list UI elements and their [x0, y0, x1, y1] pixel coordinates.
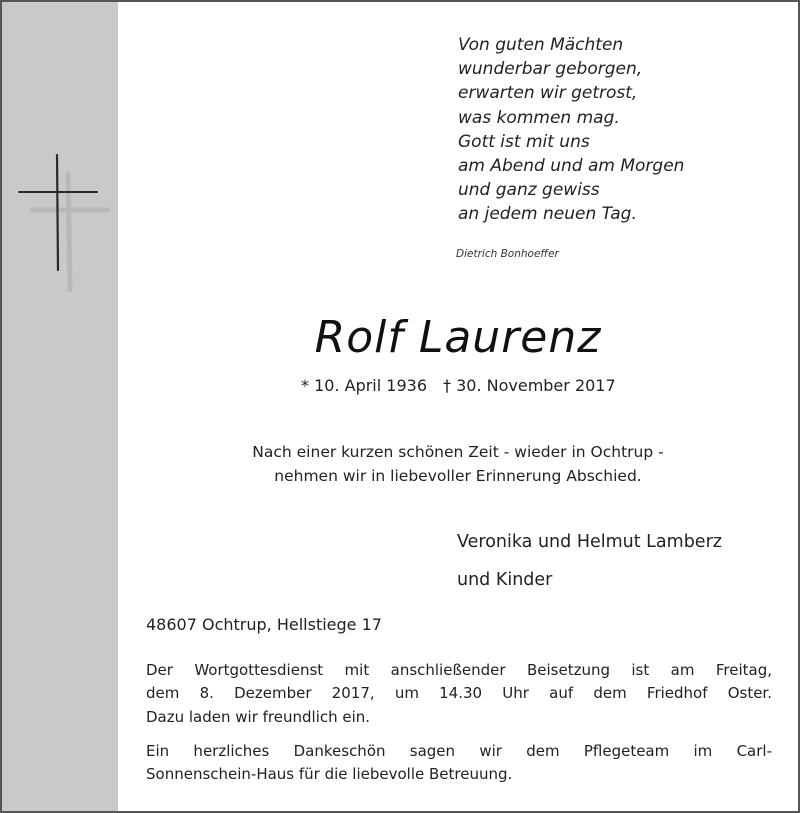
thanks-line: Ein herzliches Dankeschön sagen wir dem Pflegeteam im Carl- — [146, 742, 772, 760]
funeral-line: dem 8. Dezember 2017, um 14.30 Uhr auf dem Friedhof Oster. — [146, 684, 772, 703]
birth-date: * 10. April 1936 — [301, 376, 427, 395]
funeral-line: Dazu laden wir freundlich ein. — [146, 707, 371, 726]
farewell-message — [118, 440, 798, 488]
poem-line: an jedem neuen Tag. — [458, 204, 637, 225]
notice-content — [118, 2, 798, 811]
deceased-name: Rolf Laurenz — [314, 312, 602, 363]
poem-line: erwarten wir getrost, — [458, 83, 638, 104]
funeral-notice — [146, 659, 772, 729]
message-line: nehmen wir in liebevoller Erinnerung Abschied. — [274, 467, 642, 485]
poem — [458, 33, 684, 227]
poem-line: und ganz gewiss — [458, 180, 600, 201]
mourners-line: Veronika und Helmut Lamberz — [457, 532, 722, 552]
life-dates — [301, 376, 616, 395]
mourners — [457, 523, 722, 599]
poem-line: am Abend und am Morgen — [458, 156, 685, 177]
thanks-notice — [146, 740, 772, 787]
address: 48607 Ochtrup, Hellstiege 17 — [146, 615, 382, 634]
side-band — [2, 2, 118, 811]
message-line: Nach einer kurzen schönen Zeit - wieder in Ochtrup - — [252, 443, 664, 461]
mourners-line: und Kinder — [457, 570, 553, 590]
poem-line: Gott ist mit uns — [458, 131, 590, 152]
death-date: † 30. November 2017 — [443, 376, 616, 395]
poem-author: Dietrich Bonhoeffer — [456, 248, 559, 260]
thanks-line: Sonnenschein-Haus für die liebevolle Betreuung. — [146, 765, 513, 784]
poem-line: Von guten Mächten — [458, 35, 624, 55]
poem-line: was kommen mag. — [458, 107, 620, 128]
poem-line: wunderbar geborgen, — [458, 59, 643, 80]
funeral-line: Der Wortgottesdienst mit anschließender Beisetzung ist am Freitag, — [146, 661, 772, 679]
cross-icon — [16, 152, 112, 292]
